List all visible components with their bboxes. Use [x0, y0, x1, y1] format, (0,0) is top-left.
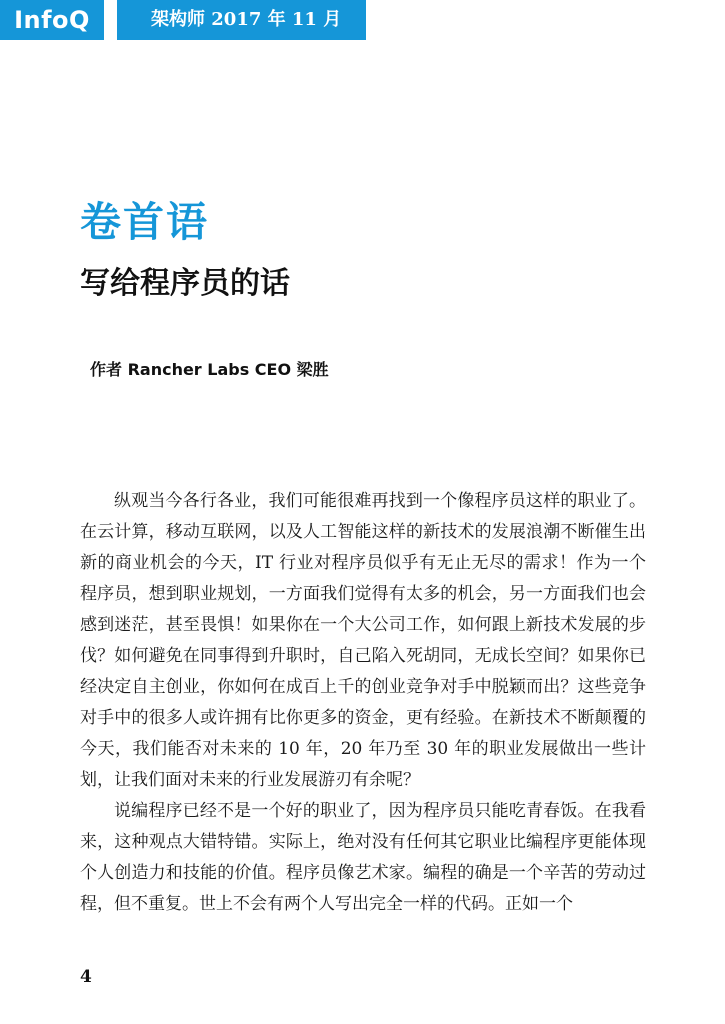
- paragraph: 纵观当今各行各业，我们可能很难再找到一个像程序员这样的职业了。在云计算，移动互联网，以及人工智能这样的新技术的发展浪潮不断催生出新的商业机会的今天，IT 行业对程序员似乎有无止无尽的需求！作为一个程序员，想到职业规划，一方面我们觉得有太多的机会，另一方面我们也会感到迷茫，甚至畏惧！如果你在一个大公司工作，如何跟上新技术发展的步伐？如何避免在同事得到升职时，自己陷入死胡同，无成长空间？如果你已经决定自主创业，你如何在成百上千的创业竞争对手中脱颖而出？这些竞争对手中的很多人或许拥有比你更多的资金，更有经验。在新技术不断颠覆的今天，我们能否对未来的 10 年，20 年乃至 30 年的职业发展做出一些计划，让我们面对未来的行业发展游刃有余呢？: [80, 491, 646, 790]
- page-number: 4: [80, 967, 92, 987]
- article-title: 写给程序员的话: [80, 266, 290, 301]
- section-title: 卷首语: [80, 198, 209, 246]
- article-body: [80, 486, 646, 920]
- issue-banner: 架构师 2017 年 11 月: [117, 0, 366, 40]
- infoq-logo: InfoQ: [0, 0, 104, 40]
- byline: 作者 Rancher Labs CEO 梁胜: [90, 360, 329, 379]
- paragraph: 说编程序已经不是一个好的职业了，因为程序员只能吃青春饭。在我看来，这种观点大错特错。实际上，绝对没有任何其它职业比编程序更能体现个人创造力和技能的价值。程序员像艺术家。编程的确是一个辛苦的劳动过程，但不重复。世上不会有两个人写出完全一样的代码。正如一个: [80, 801, 646, 914]
